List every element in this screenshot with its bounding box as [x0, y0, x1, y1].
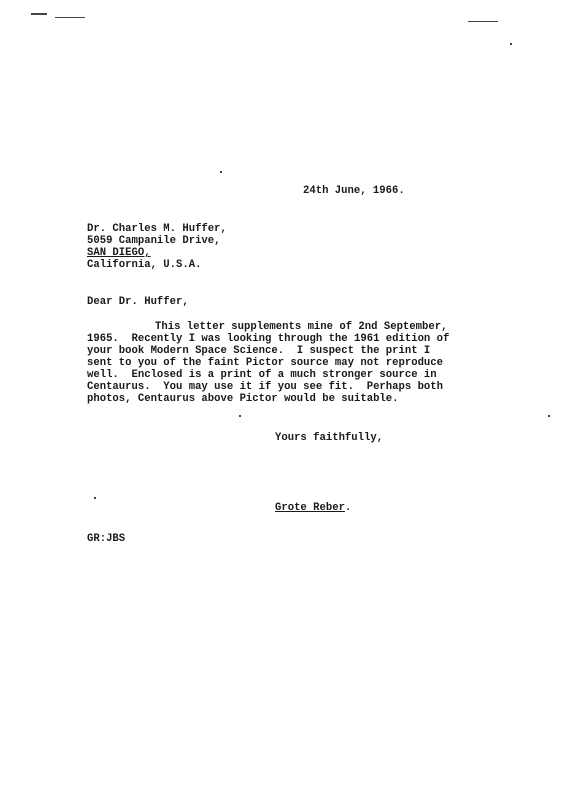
letter-date: 24th June, 1966.	[303, 185, 405, 197]
body-line-4: sent to you of the faint Pictor source may not reproduce	[87, 357, 444, 369]
body-line-1: This letter supplements mine of 2nd September,	[155, 321, 448, 333]
scan-speck-5	[239, 415, 241, 417]
body-line-3: your book Modern Space Science. I suspect the print I	[87, 345, 431, 357]
recipient-city: SAN DIEGO,	[87, 247, 151, 259]
reference-initials: GR:JBS	[87, 533, 126, 545]
scan-mark-top-left-2	[55, 17, 85, 18]
body-line-5: well. Enclosed is a print of a much stronger source in	[87, 369, 437, 381]
scan-speck-2	[510, 43, 512, 45]
body-line-7: photos, Centaurus above Pictor would be suitable.	[87, 393, 399, 405]
scan-speck-4	[548, 415, 550, 417]
recipient-state: California, U.S.A.	[87, 259, 202, 271]
signature-name: Grote Reber	[275, 502, 345, 514]
salutation: Dear Dr. Huffer,	[87, 296, 189, 308]
scan-speck-1	[220, 171, 222, 173]
scan-speck-3	[94, 497, 96, 499]
scan-mark-top-left	[31, 13, 47, 15]
recipient-name: Dr. Charles M. Huffer,	[87, 223, 227, 235]
closing: Yours faithfully,	[275, 432, 384, 444]
body-line-6: Centaurus. You may use it if you see fit. Perhaps both	[87, 381, 444, 393]
recipient-street: 5059 Campanile Drive,	[87, 235, 221, 247]
body-line-2: 1965. Recently I was looking through the 1961 edition of	[87, 333, 450, 345]
scan-mark-top-right	[468, 21, 498, 22]
signature-block	[275, 502, 351, 514]
signature-period: .	[344, 502, 352, 514]
